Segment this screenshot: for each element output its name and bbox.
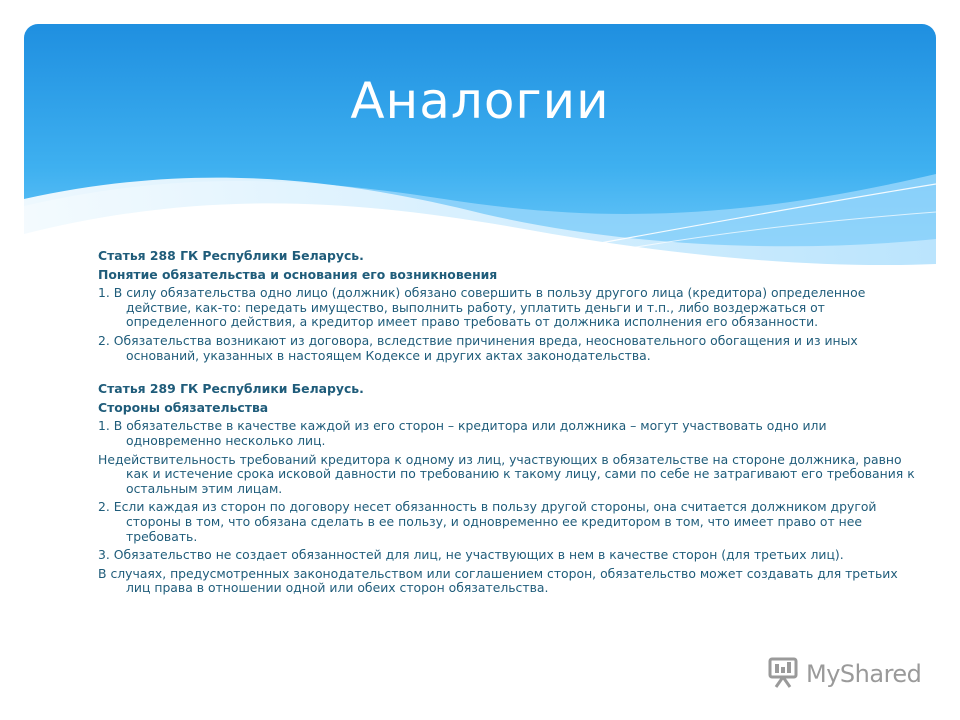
slide-body [98,249,918,600]
article-289-paragraph-5: В случаях, предусмотренных законодательством или соглашением сторон, обязательство может создавать для третьих лиц права в отношении одной или обеих сторон обязательства. [98,565,898,596]
article-288-subheading: Понятие обязательства и основания его возникновения [98,266,498,282]
article-289-subheading: Стороны обязательства [98,399,269,415]
article-288-paragraph-1: 1. В силу обязательства одно лицо (должник) обязано совершить в пользу другого лица (кредитора) определенное действие, как-то: передать имущество, выполнить работу, уплатить деньги и т.п., либо воздержаться от определенного действия, а кредитор имеет право требовать от должника исполнения его обязанности. [98,285,866,330]
myshared-watermark[interactable] [766,656,921,692]
watermark-text: MyShared [806,660,922,688]
article-288-paragraph-2: 2. Обязательства возникают из договора, вследствие причинения вреда, неосновательного обогащения и из иных оснований, указанных в настоящем Кодексе и других актах законодательства. [98,332,858,363]
section-gap [98,367,918,382]
article-289-heading: Статья 289 ГК Республики Беларусь. [98,381,364,397]
header-wave-background [24,24,936,284]
article-289-paragraph-2: Недействительность требований кредитора к одному из лиц, участвующих в обязательстве на стороне должника, равно как и истечение срока исковой давности по требованию к такому лицу, сами по себе не затрагивают его требования к остальным этим лицам. [98,451,915,496]
slide-title: Аналогии [350,72,610,130]
presentation-board-icon [766,655,800,693]
article-289-paragraph-3: 2. Если каждая из сторон по договору несет обязанность в пользу другой стороны, она считается должником другой стороны в том, что обязана сделать в ее пользу, и одновременно ее кредитором в том, что имеет право от нее требовать. [98,499,877,544]
article-288-heading: Статья 288 ГК Республики Беларусь. [98,248,364,263]
article-289-paragraph-4: 3. Обязательство не создает обязанностей для лиц, не участвующих в нем в качестве сторон (для третьих лиц). [98,547,844,563]
article-289-paragraph-1: 1. В обязательстве в качестве каждой из его сторон – кредитора или должника – могут участвовать одно или одновременно несколько лиц. [98,418,827,448]
